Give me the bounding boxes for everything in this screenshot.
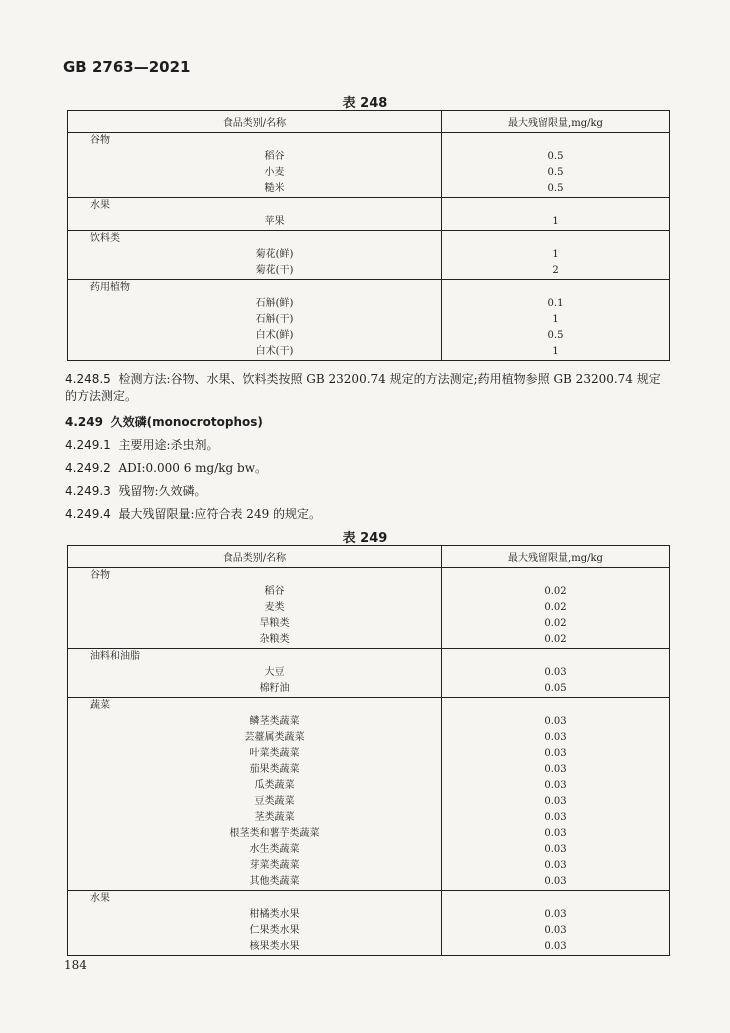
food-name: 旱粮类 — [68, 616, 442, 632]
table-row — [68, 907, 670, 923]
mrl-value: 1 — [442, 344, 670, 361]
category-label: 饮料类 — [68, 231, 442, 248]
mrl-value: 1 — [442, 214, 670, 231]
standard-number: GB 2763—2021 — [63, 58, 191, 76]
mrl-value: 0.03 — [544, 667, 567, 678]
category-label: 药用植物 — [68, 280, 442, 297]
table-row — [68, 296, 670, 312]
table-row — [68, 874, 670, 891]
table-row — [68, 939, 670, 956]
table-row — [68, 778, 670, 794]
section-text: 最大残留限量:应符合表 249 的规定。 — [118, 507, 322, 521]
mrl-value: 0.03 — [544, 796, 567, 807]
column-header-mrl: 最大残留限量,mg/kg — [442, 546, 670, 568]
mrl-value: 0.5 — [547, 151, 564, 162]
food-name: 菊花(鲜) — [68, 247, 442, 263]
mrl-value: 0.03 — [544, 909, 567, 920]
section-text: 检测方法:谷物、水果、饮料类按照 GB 23200.74 规定的方法测定;药用植物参照 GB 23200.74 规定的方法测定。 — [65, 372, 661, 403]
category-row — [68, 891, 670, 908]
section-4-249-heading — [65, 414, 670, 431]
column-header-food: 食品类别/名称 — [68, 546, 442, 568]
food-name: 小麦 — [68, 165, 442, 181]
category-row — [68, 280, 670, 297]
section-4-249-1 — [65, 437, 670, 454]
mrl-value: 0.03 — [544, 925, 567, 936]
food-name: 稻谷 — [68, 149, 442, 165]
category-row — [68, 231, 670, 248]
mrl-value: 0.1 — [547, 298, 564, 309]
mrl-value: 2 — [442, 263, 670, 280]
category-row — [68, 198, 670, 215]
table-row — [68, 149, 670, 165]
food-name: 瓜类蔬菜 — [68, 778, 442, 794]
section-text: ADI:0.000 6 mg/kg bw。 — [118, 461, 267, 475]
section-4-249-3 — [65, 483, 670, 500]
table-row — [68, 714, 670, 730]
table-row — [68, 263, 670, 280]
food-name: 稻谷 — [68, 584, 442, 600]
food-name: 大豆 — [68, 665, 442, 681]
category-value-empty — [442, 649, 670, 666]
section-number: 4.249.2 — [65, 461, 111, 475]
mrl-value: 0.03 — [544, 941, 567, 952]
table-row — [68, 746, 670, 762]
mrl-value: 0.03 — [544, 716, 567, 727]
column-header-mrl: 最大残留限量,mg/kg — [442, 111, 670, 133]
table-row — [68, 826, 670, 842]
table-row — [68, 923, 670, 939]
food-name: 水生类蔬菜 — [68, 842, 442, 858]
food-name: 芸薹属类蔬菜 — [68, 730, 442, 746]
section-number: 4.249.1 — [65, 438, 111, 452]
category-label: 蔬菜 — [68, 698, 442, 715]
table-row — [68, 842, 670, 858]
category-value-empty — [442, 198, 670, 215]
table-row — [68, 665, 670, 681]
table-row — [68, 344, 670, 361]
food-name: 鳞茎类蔬菜 — [68, 714, 442, 730]
table-248 — [67, 110, 670, 361]
table-248-caption: 表 248 — [342, 96, 388, 111]
food-name: 根茎类和薯芋类蔬菜 — [68, 826, 442, 842]
page-number: 184 — [64, 958, 87, 972]
section-4-249-4 — [65, 506, 670, 523]
food-name: 茄果类蔬菜 — [68, 762, 442, 778]
table-row — [68, 681, 670, 698]
category-value-empty — [442, 891, 670, 908]
mrl-value: 0.03 — [544, 844, 567, 855]
food-name: 仁果类水果 — [68, 923, 442, 939]
table-row — [68, 584, 670, 600]
table-row — [68, 600, 670, 616]
mrl-value: 0.02 — [544, 602, 567, 613]
section-4-249-2 — [65, 460, 670, 477]
food-name: 麦类 — [68, 600, 442, 616]
food-name: 豆类蔬菜 — [68, 794, 442, 810]
mrl-value: 0.03 — [544, 764, 567, 775]
table-row — [68, 858, 670, 874]
food-name: 叶菜类蔬菜 — [68, 746, 442, 762]
food-name: 核果类水果 — [68, 939, 442, 956]
section-number: 4.249.3 — [65, 484, 111, 498]
mrl-value: 0.05 — [442, 681, 670, 698]
mrl-value: 0.03 — [544, 780, 567, 791]
section-4-248-5 — [65, 371, 670, 405]
mrl-value: 0.02 — [442, 632, 670, 649]
food-name: 棉籽油 — [68, 681, 442, 698]
mrl-value: 0.5 — [442, 181, 670, 198]
mrl-value: 0.03 — [544, 812, 567, 823]
food-name: 白术(干) — [68, 344, 442, 361]
table-row — [68, 165, 670, 181]
mrl-value: 0.03 — [544, 732, 567, 743]
category-label: 油料和油脂 — [68, 649, 442, 666]
category-value-empty — [442, 133, 670, 150]
table-row — [68, 730, 670, 746]
category-row — [68, 698, 670, 715]
category-label: 谷物 — [68, 133, 442, 150]
table-row — [68, 794, 670, 810]
food-name: 苹果 — [68, 214, 442, 231]
section-number: 4.248.5 — [65, 372, 111, 386]
table-row — [68, 214, 670, 231]
mrl-value: 0.02 — [544, 618, 567, 629]
mrl-value: 0.03 — [544, 828, 567, 839]
food-name: 茎类蔬菜 — [68, 810, 442, 826]
category-value-empty — [442, 698, 670, 715]
food-name: 菊花(干) — [68, 263, 442, 280]
food-name: 石斛(鲜) — [68, 296, 442, 312]
column-header-food: 食品类别/名称 — [68, 111, 442, 133]
category-label: 谷物 — [68, 568, 442, 585]
mrl-value: 0.02 — [544, 586, 567, 597]
table-row — [68, 762, 670, 778]
food-name: 杂粮类 — [68, 632, 442, 649]
table-row — [68, 312, 670, 328]
food-name: 糙米 — [68, 181, 442, 198]
section-text: 残留物:久效磷。 — [118, 484, 207, 498]
category-label: 水果 — [68, 198, 442, 215]
section-number: 4.249.4 — [65, 507, 111, 521]
table-row — [68, 247, 670, 263]
table-row — [68, 632, 670, 649]
mrl-value: 0.03 — [544, 860, 567, 871]
section-text: 主要用途:杀虫剂。 — [118, 438, 219, 452]
table-row — [68, 181, 670, 198]
table-249 — [67, 545, 670, 956]
category-row — [68, 568, 670, 585]
food-name: 其他类蔬菜 — [68, 874, 442, 891]
category-value-empty — [442, 231, 670, 248]
mrl-value: 1 — [552, 314, 559, 325]
section-number: 4.249 — [65, 415, 103, 429]
mrl-value: 0.5 — [547, 330, 564, 341]
category-label: 水果 — [68, 891, 442, 908]
food-name: 柑橘类水果 — [68, 907, 442, 923]
category-value-empty — [442, 280, 670, 297]
category-value-empty — [442, 568, 670, 585]
food-name: 白术(鲜) — [68, 328, 442, 344]
table-row — [68, 616, 670, 632]
mrl-value: 0.03 — [442, 874, 670, 891]
category-row — [68, 133, 670, 150]
table-row — [68, 810, 670, 826]
food-name: 芽菜类蔬菜 — [68, 858, 442, 874]
category-row — [68, 649, 670, 666]
table-row — [68, 328, 670, 344]
mrl-value: 1 — [552, 249, 559, 260]
food-name: 石斛(干) — [68, 312, 442, 328]
table-249-caption: 表 249 — [342, 531, 388, 546]
mrl-value: 0.5 — [547, 167, 564, 178]
mrl-value: 0.03 — [544, 748, 567, 759]
section-title: 久效磷(monocrotophos) — [110, 415, 263, 429]
